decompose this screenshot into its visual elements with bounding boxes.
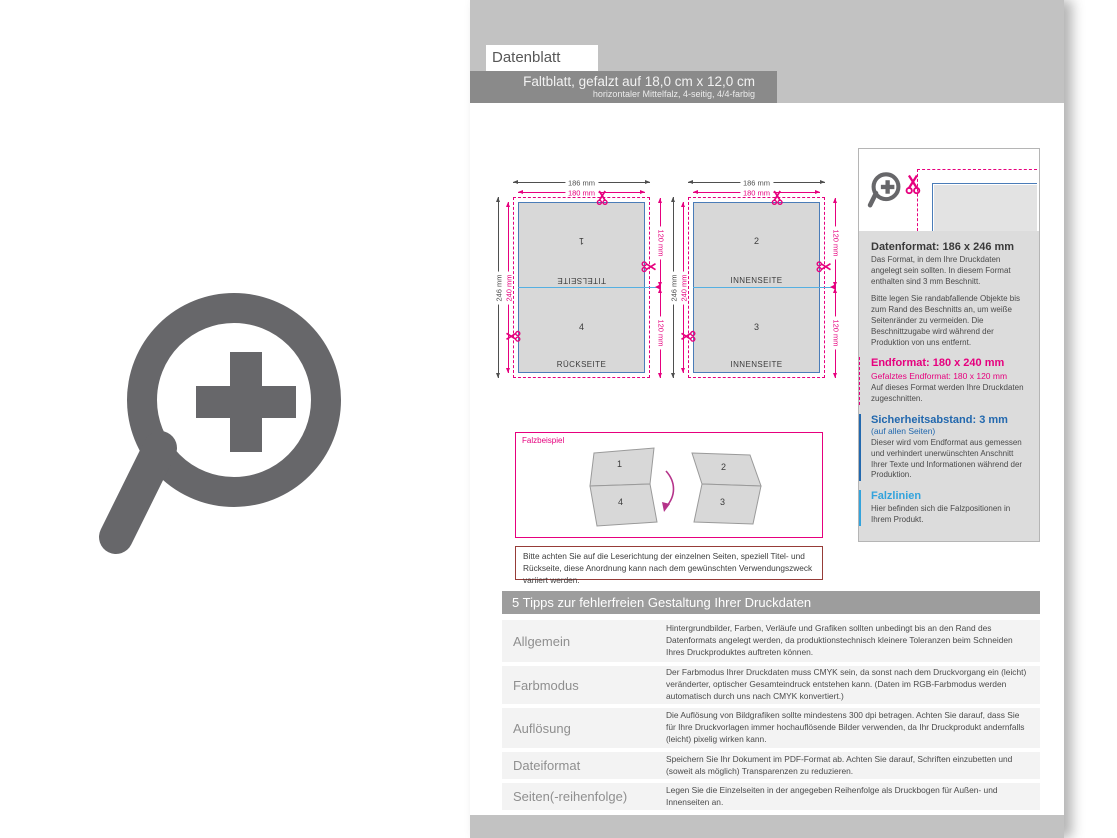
tips-header: 5 Tipps zur fehlerfreien Gestaltung Ihrer Druckdaten [502,591,1040,614]
product-titlebar [470,71,777,103]
endformat-subtitle: Gefalztes Endformat: 180 x 120 mm [871,371,1008,382]
fold-marker [830,284,836,290]
falzlinien-title: Falzlinien [871,490,922,503]
tip-text: Hintergrundbilder, Farben, Verläufe und Grafiken sollten unbedingt bis an den Rand des Datenformats angelegt werden, da produktionstechnisch kleinere Toleranzen beim Schneiden Ihres Druckproduktes auftreten können. [666,623,1013,657]
tip-label: Seiten(-reihenfolge) [513,789,628,804]
dim-width-outer: 186 mm [513,182,650,183]
page-number: 3 [753,322,759,332]
section-falzlinien [859,490,1031,526]
dim-height-outer: 246 mm [498,197,499,378]
fold-marker [655,284,661,290]
page-label: INNENSEITE [730,276,783,285]
section-endformat [859,357,1031,405]
tip-label: Farbmodus [513,677,579,693]
datenformat-text: Bitte legen Sie randabfallende Objekte bis zum Rand des Beschnitts an, um weiße Seitenränder zu vermeiden. Die Beschnittzugabe wird während der Produktion von uns entfernt. [871,294,1020,347]
scissors-icon [906,175,920,194]
zoom-plus-icon[interactable] [108,288,360,546]
datenformat-title: Datenformat: 186 x 246 mm [871,241,1015,253]
tip-label: Auflösung [513,720,571,736]
tip-text: Legen Sie die Einzelseiten in der angegeben Reihenfolge als Druckbogen für Außen- und Innenseiten an. [666,784,998,807]
dim-width-inner: 180 mm [693,192,820,193]
page-area [934,185,1037,231]
page-number: 4 [578,322,584,332]
falzlinien-text: Hier befinden sich die Falzpositionen in Ihrem Produkt. [871,504,1011,524]
dim-half-top: 120 mm [660,198,661,287]
dim-half-bottom: 120 mm [660,288,661,378]
dim-width-inner: 180 mm [518,192,645,193]
trim-line [932,183,1037,184]
tip-label: Allgemein [513,633,571,649]
format-info-text [859,237,1039,535]
bleed-line [917,169,1037,170]
page-label: INNENSEITE [730,360,783,369]
scissors-icon [818,262,831,272]
footer-band [470,815,1064,838]
scissors-icon [507,332,520,342]
table-row [502,783,1040,810]
page-label: RÜCKSEITE [556,360,607,369]
tip-label: Dateiformat [513,758,581,773]
sheet-diagram-inner [669,172,848,384]
sicherheitsabstand-title: Sicherheitsabstand: 3 mm [871,413,1008,426]
fold-line [518,287,660,288]
table-row [502,666,1040,704]
fold-page-number: 3 [720,497,726,507]
fold-line [693,287,835,288]
table-row [502,752,1040,779]
endformat-title: Endformat: 180 x 240 mm [871,357,1005,370]
page-title: Datenblatt [486,45,598,71]
dim-height-inner: 240 mm [508,202,509,373]
scissors-icon [682,332,695,342]
fold-example-label: Falzbeispiel [522,436,565,445]
tip-text: Der Farbmodus Ihrer Druckdaten muss CMYK sein, da sonst nach dem Druckvorgang ein (leicht) veränderter, optischer Gesamteindruck entstehen kann. (Daten im RGB-Farbmodus werden automatisch durch uns nach CMYK konvertiert.) [666,667,1027,701]
page-number: 2 [753,236,759,246]
fold-page-number: 2 [721,462,727,472]
trim-line [932,183,933,231]
tip-text: Speichern Sie Ihr Dokument im PDF-Format ab. Achten Sie darauf, Schriften einzubetten und (soweit als möglich) Transparenzen zu reduzieren. [666,753,1013,776]
scissors-icon [597,191,607,204]
datasheet-page [470,0,1064,838]
zoom-plus-icon-small [869,171,903,207]
fold-page-number: 1 [617,459,623,469]
product-subtitle: horizontaler Mittelfalz, 4-seitig, 4/4-farbig [592,89,755,99]
bleed-detail-preview [859,149,1039,231]
table-row [502,708,1040,748]
datenformat-text: Das Format, in dem Ihre Druckdaten angelegt sein sollten. In diesem Format enthalten sind 3 mm Beschnitt. [871,255,1011,286]
section-datenformat [859,241,1031,348]
fold-page-number: 4 [618,497,624,507]
table-row [502,620,1040,662]
scissors-icon [772,191,782,204]
sicherheitsabstand-subtitle: (auf allen Seiten) [871,425,936,436]
page-number: 1 [579,236,585,246]
scissors-icon [643,262,656,272]
sicherheitsabstand-text: Dieser wird vom Endformat aus gemessen und verhindert unerwünschten Anschnitt Ihrer Texte und Informationen während der Produktion. [871,437,1023,480]
endformat-text: Auf dieses Format werden Ihre Druckdaten zugeschnitten. [871,383,1024,404]
fold-example-box [515,432,823,538]
dim-half-bottom: 120 mm [835,288,836,378]
product-title: Faltblatt, gefalzt auf 18,0 cm x 12,0 cm [523,74,755,89]
tip-text: Die Auflösung von Bildgrafiken sollte mindestens 300 dpi betragen. Achten Sie darauf, dass Sie für Ihre Druckvorlagen immer hochauflösende Bilder verwenden, da Ihr Druckprodukt andernfalls (leicht) pixelig wirken kann. [666,710,1025,744]
sheet-diagram-outer [494,172,673,384]
section-sicherheitsabstand [859,414,1031,481]
page-label: TITELSEITE [557,276,606,285]
format-info-panel [858,148,1040,542]
dim-width-outer: 186 mm [688,182,825,183]
dim-height-outer: 246 mm [673,197,674,378]
tips-table [502,620,1040,814]
fold-example-graphic [516,433,822,537]
dim-half-top: 120 mm [835,198,836,287]
reading-direction-note: Bitte achten Sie auf die Leserichtung der einzelnen Seiten, speziell Titel- und Rückseite, diese Anordnung kann nach dem gewünschten Verwendungszweck variiert werden. [515,546,823,580]
dim-height-inner: 240 mm [683,202,684,373]
